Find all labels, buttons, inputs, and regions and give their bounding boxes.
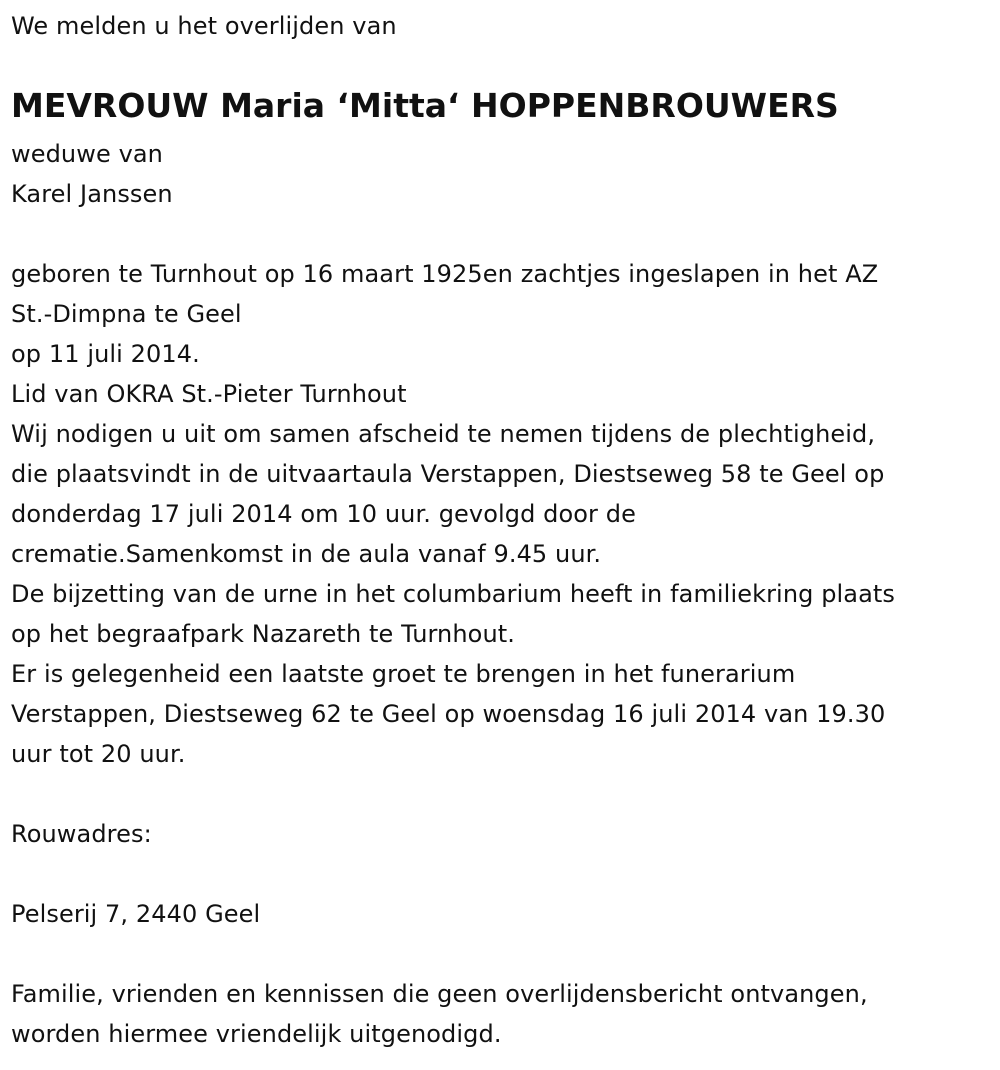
closing-text xyxy=(11,974,996,1054)
body-line: op het begraafpark Nazareth te Turnhout. xyxy=(11,620,516,648)
body-line: St.-Dimpna te Geel xyxy=(11,300,242,328)
spouse-name: Karel Janssen xyxy=(11,180,173,208)
obituary-notice xyxy=(11,6,996,1054)
spouse-label: weduwe van xyxy=(11,140,163,168)
closing-line: worden hiermee vriendelijk uitgenodigd. xyxy=(11,1020,502,1048)
deceased-name: MEVROUW Maria ‘Mitta‘ HOPPENBROUWERS xyxy=(11,86,839,125)
body-line: De bijzetting van de urne in het columbarium heeft in familiekring plaats xyxy=(11,580,896,608)
spacer xyxy=(11,214,996,254)
body-line: donderdag 17 juli 2014 om 10 uur. gevolgd door de xyxy=(11,500,636,528)
body-line: Lid van OKRA St.-Pieter Turnhout xyxy=(11,380,407,408)
body-line: Wij nodigen u uit om samen afscheid te nemen tijdens de plechtigheid, xyxy=(11,420,876,448)
address-text: Pelserij 7, 2440 Geel xyxy=(11,900,261,928)
closing-line: Familie, vrienden en kennissen die geen overlijdensbericht ontvangen, xyxy=(11,980,868,1008)
address-label: Rouwadres: xyxy=(11,820,152,848)
spacer xyxy=(11,774,996,814)
body-line: op 11 juli 2014. xyxy=(11,340,200,368)
body-line: crematie.Samenkomst in de aula vanaf 9.45 uur. xyxy=(11,540,602,568)
spacer xyxy=(11,854,996,894)
body-line: uur tot 20 uur. xyxy=(11,740,186,768)
intro-text: We melden u het overlijden van xyxy=(11,12,397,40)
body-line: Verstappen, Diestseweg 62 te Geel op woensdag 16 juli 2014 van 19.30 xyxy=(11,700,886,728)
body-line: geboren te Turnhout op 16 maart 1925en zachtjes ingeslapen in het AZ xyxy=(11,260,879,288)
body-line: Er is gelegenheid een laatste groet te brengen in het funerarium xyxy=(11,660,796,688)
spacer xyxy=(11,934,996,974)
body-text xyxy=(11,254,996,774)
body-line: die plaatsvindt in de uitvaartaula Verstappen, Diestseweg 58 te Geel op xyxy=(11,460,885,488)
